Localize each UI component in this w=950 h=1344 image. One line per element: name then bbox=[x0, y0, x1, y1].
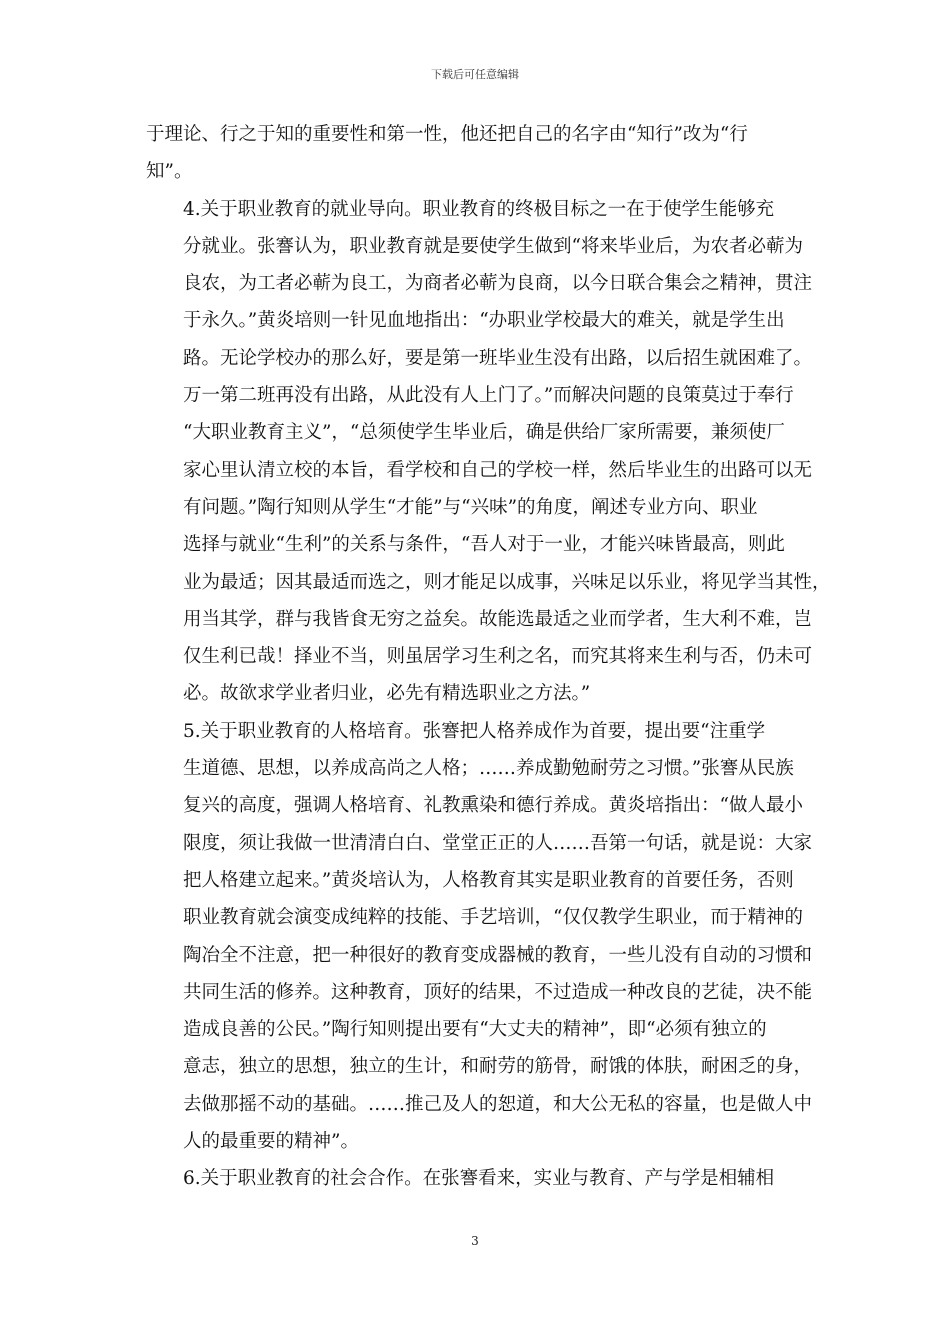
text-line: 分就业。张謇认为，职业教育就是要使学生做到“将来毕业后，为农者必蕲为 bbox=[183, 235, 803, 257]
text-line: 限度，须让我做一世清清白白、堂堂正正的人……吾第一句话，就是说：大家 bbox=[183, 832, 813, 854]
page-header: 下载后可任意编辑 bbox=[431, 68, 519, 81]
text-line: 于永久。”黄炎培则一针见血地指出：“办职业学校最大的难关，就是学生出 bbox=[183, 310, 785, 332]
text-line: 用当其学，群与我皆食无穷之益矣。故能选最适之业而学者，生大利不难，岂 bbox=[183, 608, 813, 630]
paragraph-social-cooperation bbox=[146, 1160, 810, 1197]
paragraph-continuation bbox=[146, 116, 810, 191]
text-line: 造成良善的公民。”陶行知则提出要有“大丈夫的精神”，即“必须有独立的 bbox=[183, 1019, 767, 1041]
text-line: 5.关于职业教育的人格培育。张謇把人格养成作为首要，提出要“注重学 bbox=[183, 720, 766, 742]
text-line: 意志，独立的思想，独立的生计，和耐劳的筋骨，耐饿的体肤，耐困乏的身， bbox=[183, 1056, 813, 1078]
text-line: 生道德、思想，以养成高尚之人格；……养成勤勉耐劳之习惯。”张謇从民族 bbox=[183, 758, 794, 780]
text-line: 陶冶全不注意，把一种很好的教育变成器械的教育，一些儿没有自动的习惯和 bbox=[183, 944, 813, 966]
text-line: 去做那摇不动的基础。……推己及人的恕道，和大公无私的容量，也是做人中 bbox=[183, 1093, 813, 1115]
text-line: 4.关于职业教育的就业导向。职业教育的终极目标之一在于使学生能够充 bbox=[183, 198, 775, 220]
text-line: 选择与就业“生利”的关系与条件，“吾人对于一业，才能兴味皆最高，则此 bbox=[183, 534, 785, 556]
text-line: 知”。 bbox=[146, 161, 193, 183]
text-line: 仅生利已哉！择业不当，则虽居学习生利之名，而究其将来生利与否，仍未可 bbox=[183, 646, 813, 668]
paragraph-personality-cultivation bbox=[146, 713, 813, 1161]
text-line: 6.关于职业教育的社会合作。在张謇看来，实业与教育、产与学是相辅相 bbox=[183, 1168, 775, 1190]
paragraph-employment-orientation bbox=[146, 191, 831, 713]
text-line: 复兴的高度，强调人格培育、礼教熏染和德行养成。黄炎培指出：“做人最小 bbox=[183, 795, 803, 817]
document-body bbox=[146, 116, 831, 1198]
text-line: 于理论、行之于知的重要性和第一性，他还把自己的名字由“知行”改为“行 bbox=[146, 124, 748, 145]
text-line: 共同生活的修养。这种教育，顶好的结果，不过造成一种改良的艺徒，决不能 bbox=[183, 981, 813, 1003]
text-line: 家心里认清立校的本旨，看学校和自己的学校一样，然后毕业生的出路可以无 bbox=[183, 459, 813, 481]
text-line: 人的最重要的精神”。 bbox=[183, 1131, 359, 1153]
text-line: 职业教育就会演变成纯粹的技能、手艺培训，“仅仅教学生职业，而于精神的 bbox=[183, 907, 803, 929]
text-line: 有问题。”陶行知则从学生“才能”与“兴味”的角度，阐述专业方向、职业 bbox=[183, 496, 758, 518]
text-line: “大职业教育主义”，“总须使学生毕业后，确是供给厂家所需要，兼须使厂 bbox=[183, 422, 785, 444]
text-line: 把人格建立起来。”黄炎培认为，人格教育其实是职业教育的首要任务，否则 bbox=[183, 869, 794, 891]
page-number: 3 bbox=[471, 1234, 479, 1248]
text-line: 必。故欲求学业者归业，必先有精选职业之方法。” bbox=[183, 683, 591, 705]
text-line: 业为最适；因其最适而选之，则才能足以成事，兴味足以乐业，将见学当其性， bbox=[183, 571, 831, 593]
text-line: 万一第二班再没有出路，从此没有人上门了。”而解决问题的良策莫过于奉行 bbox=[183, 385, 794, 407]
text-line: 路。无论学校办的那么好，要是第一班毕业生没有出路，以后招生就困难了。 bbox=[183, 347, 813, 369]
text-line: 良农，为工者必蕲为良工，为商者必蕲为良商，以今日联合集会之精神，贯注 bbox=[183, 273, 813, 295]
